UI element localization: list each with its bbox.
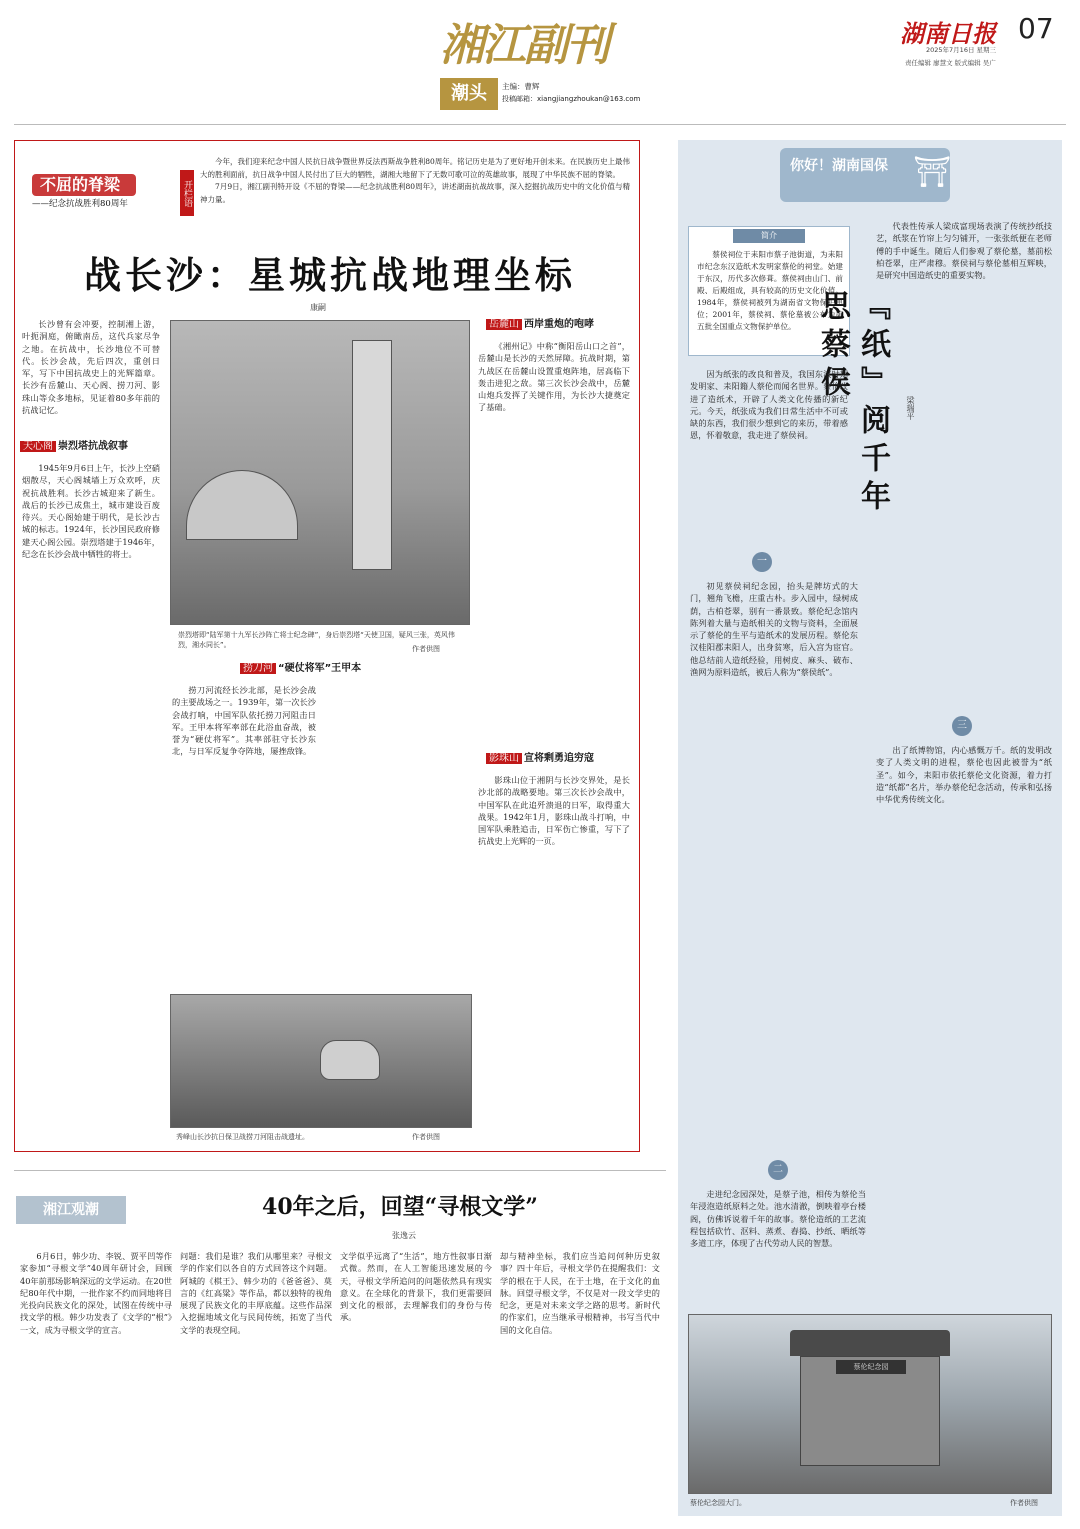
bottom-headline: 40年之后，回望“寻根文学” [262,1194,538,1220]
section-tag-2: 捞刀河 [240,663,276,674]
sidebar-photo-caption: 蔡伦纪念园大门。 [690,1499,746,1507]
intro-paragraph-1: 今年，我们迎来纪念中国人民抗日战争暨世界反法西斯战争胜利80周年。铭记历史是为了更好地开创未来。在民族历史上最伟大的胜利面前，抗日战争中国人民付出了巨大的牺牲，湖湘大地留下了无数可歌可泣的英雄故事，展现了中华民族不屈的脊梁。 [200,157,630,179]
bottom-col-1: 6月6日，韩少功、李锐、贾平凹等作家参加“寻根文学”40周年研讨会，回顾40年前那场影响深远的文学运动。在20世纪80年代中期，一批作家不约而同地将目光投向民族文化的深处，试图在传统中寻找文学的根。韩少功发表了《文学的“根”》一文，成为寻根文学的宣言。 [20,1251,172,1335]
sidebar-kicker-text: 你好！湖南国保 [790,158,888,174]
section-heading-4 [486,752,636,766]
masthead-subtitle-block: 潮头 [440,78,498,110]
sidebar-headline: 『纸』阅千年思蔡侯 [815,290,890,518]
part-marker-2: 二 [768,1160,788,1180]
column-tag: 开栏语 [180,170,194,216]
section-tag-4: 影珠山 [486,753,522,764]
page-number: 07 [1018,12,1054,45]
section-body-4: 影珠山位于湘阴与长沙交界处，是长沙北部的战略要地。第三次长沙会战中，中国军队在此追歼溃退的日军，取得重大战果。1942年1月，影珠山战斗打响，中国军队乘胜追击，日军伤亡惨重，写下了抗战史上光辉的一页。 [478,775,630,847]
part-marker-3: 三 [952,716,972,736]
gate-sign: 蔡伦纪念园 [836,1360,906,1374]
memorial-stone-shape [320,1040,380,1080]
newspaper-name: 湖南日报 [900,19,996,48]
sidebar-right-col-cont [876,540,1052,700]
sidebar-part-3: 出了纸博物馆，内心感慨万千。纸的发明改变了人类文明的进程，蔡伦也因此被誉为“纸圣”。如今，耒阳市依托蔡伦文化资源，着力打造“纸都”名片，举办蔡伦纪念活动，传承和弘扬中华优秀传统文化。 [876,745,1052,805]
photo-2-credit: 作者供图 [412,1133,440,1141]
photo-chonglie-tower [170,320,470,625]
gate-roof-shape [790,1330,950,1356]
photo-2-caption: 秀峰山长沙抗日保卫战捞刀河阻击战遗址。 [176,1133,309,1141]
intro-text [200,156,630,234]
kicker-sub: ——纪念抗战胜利80周年 [32,199,128,209]
section-tag-3: 岳麓山 [486,319,522,330]
staff-line: 责任编辑 廖慧文 版式编辑 吴广 [905,59,996,67]
intro-box-title: 简介 [733,229,805,243]
sidebar-part-1: 初见蔡侯祠纪念园，抬头是牌坊式的大门，翘角飞檐，庄重古朴。步入园中，绿树成荫，古柏苍翠，别有一番景致。蔡伦纪念馆内陈列着大量与造纸相关的文物与资料，全面展示了蔡伦的生平与造纸术的发展历程。蔡伦东汉桂阳郡耒阳人，出身贫寒，后入宫为宦官。他总结前人造纸经验，用树皮、麻头、破布、渔网为原料造纸，被后人称为“蔡侯纸”。 [690,581,858,678]
section-body-1: 1945年9月6日上午，长沙上空硝烟散尽，天心阁城墙上万众欢呼，庆祝抗战胜利。长沙古城迎来了新生。战后的长沙已成焦土，城市建设百废待兴。天心阁始建于明代，是长沙古城的标志。1924年，长沙国民政府修建天心阁公园。崇烈塔建于1946年，纪念在长沙会战中牺牲的将士。 [22,463,160,560]
section-heading-1 [20,440,170,454]
photo-1-credit: 作者供图 [412,645,440,653]
section-body-3: 《湘州记》中称“衡阳岳山口之首”，岳麓山是长沙的天然屏障。抗战时期，第九战区在岳麓山设置重炮阵地，居高临下轰击进犯之敌。第三次长沙会战中，岳麓山炮兵发挥了关键作用，为长沙大捷奠定了基础。 [478,341,630,413]
section-title-4: 宣将剩勇追穷寇 [524,753,594,764]
bottom-byline: 张逸云 [392,1231,416,1240]
intro-paragraph-2: 7月9日，湘江副刊特开设《不屈的脊梁——纪念抗战胜利80周年》，讲述湖南抗战故事，深入挖掘抗战历史中的文化价值与精神力量。 [200,182,630,204]
section-tag-1: 天心阁 [20,441,56,452]
section-title-3: 西岸重炮的咆哮 [524,319,594,330]
photo-1-caption: 崇烈塔即“陆军第十九军长沙阵亡将士纪念碑”，身后崇烈塔“天使卫国，疑风三张，英风伟烈，湘水同长”。 [178,631,455,649]
tower-shape [352,340,392,570]
sidebar-part-2: 走进纪念园深处，是蔡子池，相传为蔡伦当年浸泡造纸原料之处。池水清澈，倒映着亭台楼阁，仿佛诉说着千年的故事。蔡伦造纸的工艺流程包括砍竹、沤料、蒸煮、舂捣、抄纸、晒纸等多道工序，体现了古代劳动人民的智慧。 [690,1189,866,1249]
kicker-main: 不屈的脊梁 [40,175,121,194]
section-body-2: 捞刀河流经长沙北部，是长沙会战的主要战场之一。1939年，第一次长沙会战打响，中国军队依托捞刀河阻击日军。王甲本将军率部在此浴血奋战，被誉为“硬仗将军”。其率部驻守长沙东北，与日军反复争夺阵地，屡挫敌锋。 [172,685,316,757]
feature-kicker [22,172,162,216]
bottom-col-2: 问题：我们是谁？我们从哪里来？寻根文学的作家们以各自的方式回答这个问题。阿城的《棋王》、韩少功的《爸爸爸》、莫言的《红高粱》等作品，都以独特的视角展现了民族文化的丰厚底蕴。这些作品深入挖掘地域文化与民间传统，拓宽了当代文学的表现空间。 [180,1251,332,1335]
section-title-1: 崇烈塔抗战叙事 [58,441,128,452]
sidebar-byline: 梁瑞平 [906,396,915,420]
sidebar-intro: 因为纸张的改良和普及，我国东汉时期发明家、耒阳籍人蔡伦而闻名世界。蔡伦改进了造纸术，开辟了人类文化传播的新纪元。今天，纸张成为我们日常生活中不可或缺的东西，我们很少想到它的来历，带着感恩，怀着敬意，我走进了蔡侯祠。 [690,369,848,441]
section-title-2: “硬仗将军”王甲本 [278,663,362,674]
part-marker-1: 一 [752,552,772,572]
masthead-block [440,18,640,110]
bottom-col-4: 却与精神坐标，我们应当追问何种历史叙事？四十年后，寻根文学仍在提醒我们：文学的根在于人民，在于土地，在于文化的血脉。回望寻根文学，不仅是对一段文学史的纪念，更是对未来文学之路的思考。新时代的作家们，应当继承寻根精神，书写当代中国的文化自信。 [500,1251,660,1335]
section-body-2-cont [322,684,472,984]
section-heading-2 [240,662,470,676]
masthead-title: 湘江副刊 [440,20,608,71]
intro-box-body: 蔡侯祠位于耒阳市蔡子池街道，为耒阳市纪念东汉造纸术发明家蔡伦的祠堂。始建于东汉，历代多次修葺。蔡侯祠由山门、前殿、后殿组成，具有较高的历史文化价值。1984年，蔡侯祠被列为湖南省文物保护单位；2001年，蔡侯祠、蔡伦墓被公布为第五批全国重点文物保护单位。 [697,250,843,331]
feature-byline: 康嗣 [310,303,326,312]
pavilion-icon: ⛩ [912,155,952,190]
bottom-divider [14,1170,666,1171]
feature-lead: 长沙曾有会冲要，控制湘上游，叶扼洞庭，俯瞰南岳，这代兵家尽争之地。在抗战中，长沙地位不可替代。长沙会战，先后四次，重创日军，写下中国抗战史上的光辉篇章。长沙有岳麓山、天心阁、捞刀河、影珠山等众多地标，见证着80多年前的抗战记忆。 [22,319,160,416]
masthead-editor: 主编：曹辉 [502,82,540,91]
sidebar-photo-credit: 作者供图 [1010,1499,1038,1507]
bottom-column-name: 湘江观潮 [16,1196,126,1224]
header-divider [14,124,1066,125]
date-line: 2025年7月16日 星期三 [926,46,997,54]
masthead-email: 投稿邮箱：xiangjiangzhoukan@163.com [502,95,641,103]
sidebar-right-col: 代表性传承人梁成富现场表演了传统抄纸技艺，纸浆在竹帘上匀匀铺开，一张张纸便在老师傅的手中诞生。随后人们参观了蔡伦墓，墓前松柏苍翠，庄严肃穆。蔡侯祠与蔡伦墓相互辉映，是研究中国造纸史的重要实物。 [876,221,1052,281]
bottom-col-3: 文学似乎远离了“生活”，地方性叙事日渐式微。然而，在人工智能迅速发展的今天，寻根文学所追问的问题依然具有现实意义。在全球化的背景下，我们更需要回到文化的根部，去理解我们的身份与传承。 [340,1251,492,1323]
feature-headline: 战长沙：星城抗战地理坐标 [84,253,576,297]
section-heading-3 [486,318,636,332]
